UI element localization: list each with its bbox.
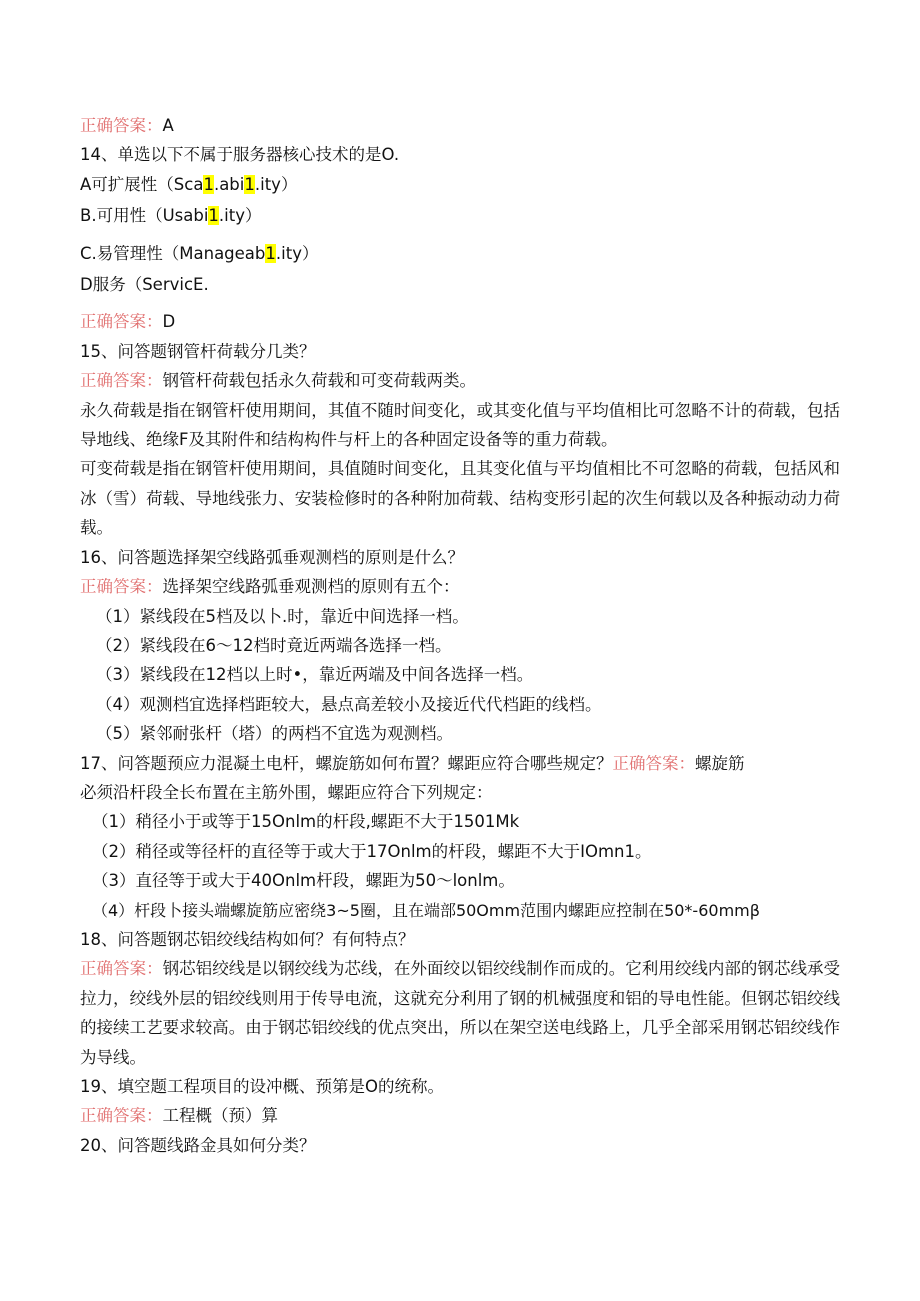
highlight-mark: 1 <box>265 243 276 263</box>
answer-label: 正确答案： <box>80 577 163 597</box>
answer-label: 正确答案： <box>80 959 163 979</box>
q14-option-c <box>80 239 840 268</box>
highlight-mark: 1 <box>244 174 255 194</box>
answer-value: 选择架空线路弧垂观测档的原则有五个： <box>162 577 460 597</box>
q18-answer <box>80 954 840 1072</box>
q19-answer <box>80 1101 840 1130</box>
answer-value: 钢芯铝绞线是以钢绞线为芯线，在外面绞以铝绞线制作而成的。它利用绞线内部的钢芯线承受拉力，绞线外层的铝绞线则用于传导电流，这就充分利用了钢的机械强度和铝的导电性能。但钢芯铝绞线的接续工艺要求较高。由于钢芯铝绞线的优点突出，所以在架空送电线路上，几乎全部采用钢芯铝绞线作为导线。 <box>80 959 841 1067</box>
q13-answer <box>80 111 840 140</box>
highlight-mark: 1 <box>203 174 214 194</box>
option-text: C.易管理性（Manageab <box>80 243 266 263</box>
option-text: A可扩展性（Sca <box>80 174 204 194</box>
option-text: .abi <box>213 174 245 194</box>
q15-answer <box>80 366 840 395</box>
answer-label: 正确答案： <box>80 116 163 135</box>
answer-label: 正确答案： <box>80 371 163 391</box>
list-item: （3）直径等于或大于40Onlm杆段，螺距为50～lonlm。 <box>92 871 515 891</box>
answer-value: 螺旋筋 <box>695 753 745 773</box>
answer-value: A <box>162 116 174 135</box>
answer-label: 正确答案： <box>80 1106 163 1126</box>
q15-paragraph-permanent: 永久荷载是指在钢管杆使用期间，其值不随时间变化，或其变化值与平均值相比可忽略不计的荷载，包括导地线、绝缘F及其附件和结构构件与杆上的各种固定设备等的重力荷载。 <box>80 400 840 450</box>
list-item: （1）稍径小于或等于15Onlm的杆段,螺距不大于1501Mk <box>92 812 520 832</box>
q15-question: 15、问答题钢管杆荷载分几类？ <box>80 341 316 361</box>
option-text: .ity） <box>218 206 262 226</box>
list-item: （4）观测档宜选择档距较大，悬点高差较小及接近代代档距的线档。 <box>96 694 602 714</box>
list-item: （5）紧邻耐张杆（塔）的两档不宜选为观测档。 <box>96 724 453 744</box>
q16-question: 16、问答题选择架空线路弧垂观测档的原则是什么？ <box>80 547 464 567</box>
answer-label: 正确答案： <box>80 312 163 332</box>
answer-value: 工程概（预）算 <box>162 1106 278 1126</box>
option-text: .ity） <box>254 174 298 194</box>
list-item: （2）紧线段在6～12档时竟近两端各选择一档。 <box>96 635 452 655</box>
answer-value: D <box>162 312 176 332</box>
list-item: （2）稍径或等径杆的直径等于或大于17Onlm的杆段，螺距不大于IOmn1。 <box>92 841 652 861</box>
q14-option-a <box>80 170 840 199</box>
answer-label: 正确答案： <box>612 753 695 773</box>
option-text: .ity） <box>275 243 319 263</box>
q18-question: 18、问答题钢芯铝绞线结构如何？有何特点？ <box>80 929 415 949</box>
answer-value: 钢管杆荷载包括永久荷载和可变荷载两类。 <box>162 371 476 391</box>
q17-answer-continued: 必须沿杆段全长布置在主筋外围，螺距应符合下列规定： <box>80 782 493 802</box>
q20-question: 20、问答题线路金具如何分类？ <box>80 1135 316 1155</box>
q14-option-d: D服务（ServicE. <box>80 275 209 295</box>
q14-option-b <box>80 201 840 230</box>
q14-answer <box>80 307 840 336</box>
q17-question <box>80 749 840 778</box>
list-item: （4）杆段卜接头端螺旋筋应密绕3~5圈，且在端部50Omm范围内螺距应控制在50*-60mmβ <box>92 900 760 920</box>
document-page <box>80 111 840 1160</box>
q14-question: 14、单选以下不属于服务器核心技术的是O. <box>80 145 400 165</box>
question-text: 17、问答题预应力混凝土电杆，螺旋筋如何布置？螺距应符合哪些规定？ <box>80 753 613 773</box>
highlight-mark: 1 <box>208 206 219 226</box>
list-item: （1）紧线段在5档及以卜.时，靠近中间选择一档。 <box>96 606 469 626</box>
q16-answer <box>80 572 840 601</box>
q19-question: 19、填空题工程项目的设冲概、预第是O的统称。 <box>80 1077 444 1096</box>
q15-paragraph-variable: 可变荷载是指在钢管杆使用期间，具值随时间变化，且其变化值与平均值相比不可忽略的荷载，包括风和冰（雪）荷载、导地线张力、安装检修时的各种附加荷载、结构变形引起的次生何载以及各种振动动力荷载。 <box>80 459 840 538</box>
option-text: B.可用性（Usabi <box>80 206 209 226</box>
list-item: （3）紧线段在12档以上时•，靠近两端及中间各选择一档。 <box>96 665 534 685</box>
